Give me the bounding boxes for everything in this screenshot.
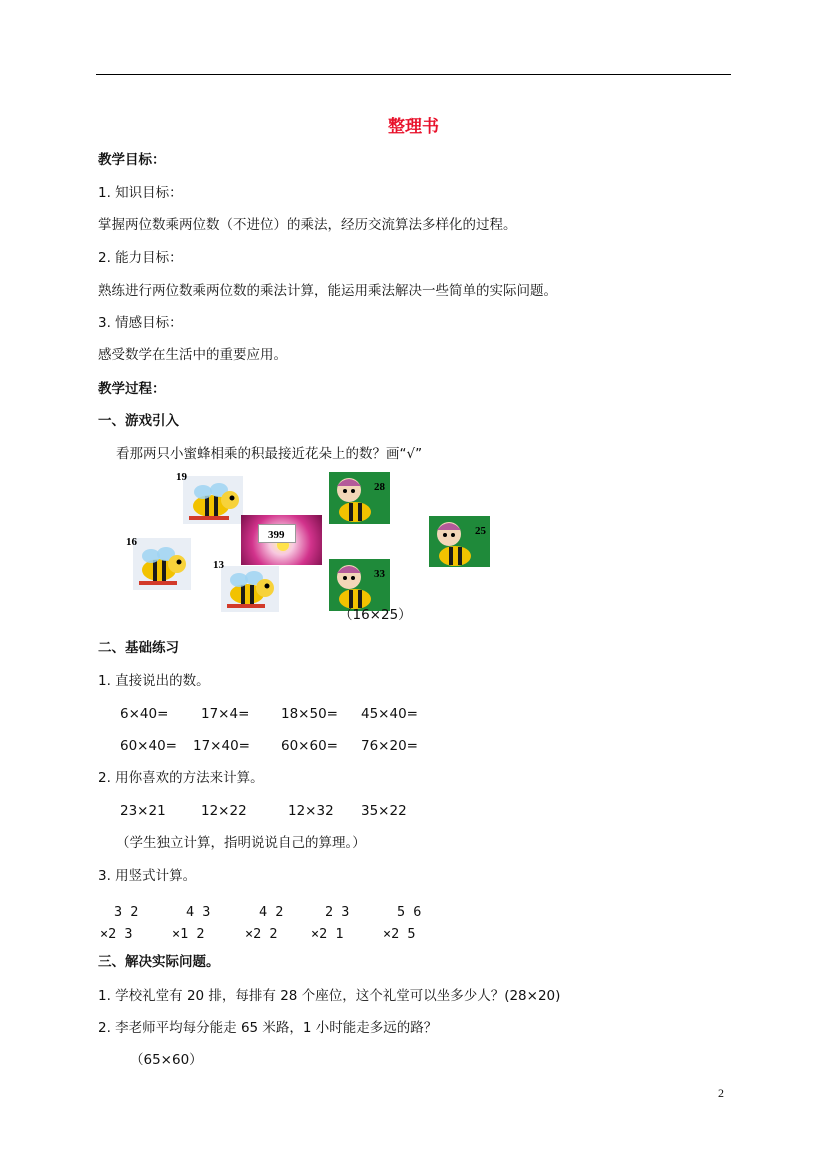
goals-heading: 教学目标：	[98, 152, 166, 168]
bee-number-16: 16	[126, 536, 137, 548]
vertical-calc-1-top: 3 2	[114, 904, 139, 920]
practice-q1: 1. 直接说出的数。	[98, 673, 210, 689]
goal-1-label: 1. 知识目标：	[98, 185, 183, 201]
bee-number-28: 28	[374, 481, 385, 493]
bee-picture-13	[221, 566, 279, 612]
oral-calc-1-4: 45×40=	[361, 706, 418, 722]
oral-calc-1-1: 6×40=	[120, 706, 169, 722]
problem-2-answer: （65×60）	[130, 1052, 203, 1068]
bee-number-33: 33	[374, 568, 385, 580]
vertical-calc-1-bottom: ×2 3	[100, 926, 133, 942]
bee-picture-25	[429, 516, 490, 567]
bee-picture-16	[133, 538, 191, 590]
bee-picture-33	[329, 559, 390, 611]
bee-number-25: 25	[475, 525, 486, 537]
bee-picture-19	[183, 476, 243, 524]
practice-q3: 3. 用竖式计算。	[98, 868, 197, 884]
goal-1-text: 掌握两位数乘两位数（不进位）的乘法，经历交流算法多样化的过程。	[98, 217, 517, 233]
free-calc-4: 35×22	[361, 803, 407, 819]
free-calc-2: 12×22	[201, 803, 247, 819]
game-answer: （16×25）	[339, 607, 412, 623]
bee-icon	[221, 566, 279, 612]
problem-2: 2. 李老师平均每分能走 65 米路，1 小时能走多远的路？	[98, 1020, 438, 1036]
process-heading: 教学过程：	[98, 381, 166, 397]
bee-picture-28	[329, 472, 390, 524]
bee-icon	[133, 538, 191, 590]
practice-q2: 2. 用你喜欢的方法来计算。	[98, 770, 264, 786]
problem-1: 1. 学校礼堂有 20 排，每排有 28 个座位，这个礼堂可以坐多少人？(28×20)	[98, 988, 561, 1004]
oral-calc-2-3: 60×60=	[281, 738, 338, 754]
bee-icon	[429, 516, 490, 567]
flower-number: 399	[268, 529, 285, 541]
oral-calc-2-4: 76×20=	[361, 738, 418, 754]
vertical-calc-3-top: 4 2	[259, 904, 284, 920]
vertical-calc-2-bottom: ×1 2	[172, 926, 205, 942]
vertical-calc-4-top: 2 3	[325, 904, 350, 920]
free-calc-1: 23×21	[120, 803, 166, 819]
oral-calc-1-2: 17×4=	[201, 706, 250, 722]
section-2-heading: 二、基础练习	[98, 640, 179, 656]
page-number: 2	[718, 1086, 724, 1100]
bee-icon	[329, 472, 390, 524]
goal-3-label: 3. 情感目标：	[98, 315, 183, 331]
free-calc-3: 12×32	[288, 803, 334, 819]
section-1-heading: 一、游戏引入	[98, 413, 179, 429]
goal-2-text: 熟练进行两位数乘两位数的乘法计算，能运用乘法解决一些简单的实际问题。	[98, 283, 557, 299]
vertical-calc-5-top: 5 6	[397, 904, 422, 920]
oral-calc-1-3: 18×50=	[281, 706, 338, 722]
bee-icon	[329, 559, 390, 611]
header-rule	[96, 74, 731, 75]
free-calc-note: （学生独立计算，指明说说自己的算理。）	[116, 835, 366, 851]
vertical-calc-4-bottom: ×2 1	[311, 926, 344, 942]
game-prompt: 看那两只小蜜蜂相乘的积最接近花朵上的数？画“√”	[116, 446, 423, 462]
goal-2-label: 2. 能力目标：	[98, 250, 183, 266]
section-3-heading: 三、解决实际问题。	[98, 954, 220, 970]
oral-calc-2-2: 17×40=	[193, 738, 250, 754]
oral-calc-2-1: 60×40=	[120, 738, 177, 754]
page-title: 整理书	[388, 117, 439, 137]
vertical-calc-3-bottom: ×2 2	[245, 926, 278, 942]
vertical-calc-5-bottom: ×2 5	[383, 926, 416, 942]
goal-3-text: 感受数学在生活中的重要应用。	[98, 347, 287, 363]
bee-number-13: 13	[213, 559, 224, 571]
bee-number-19: 19	[176, 471, 187, 483]
vertical-calc-2-top: 4 3	[186, 904, 211, 920]
bee-icon	[183, 476, 243, 524]
